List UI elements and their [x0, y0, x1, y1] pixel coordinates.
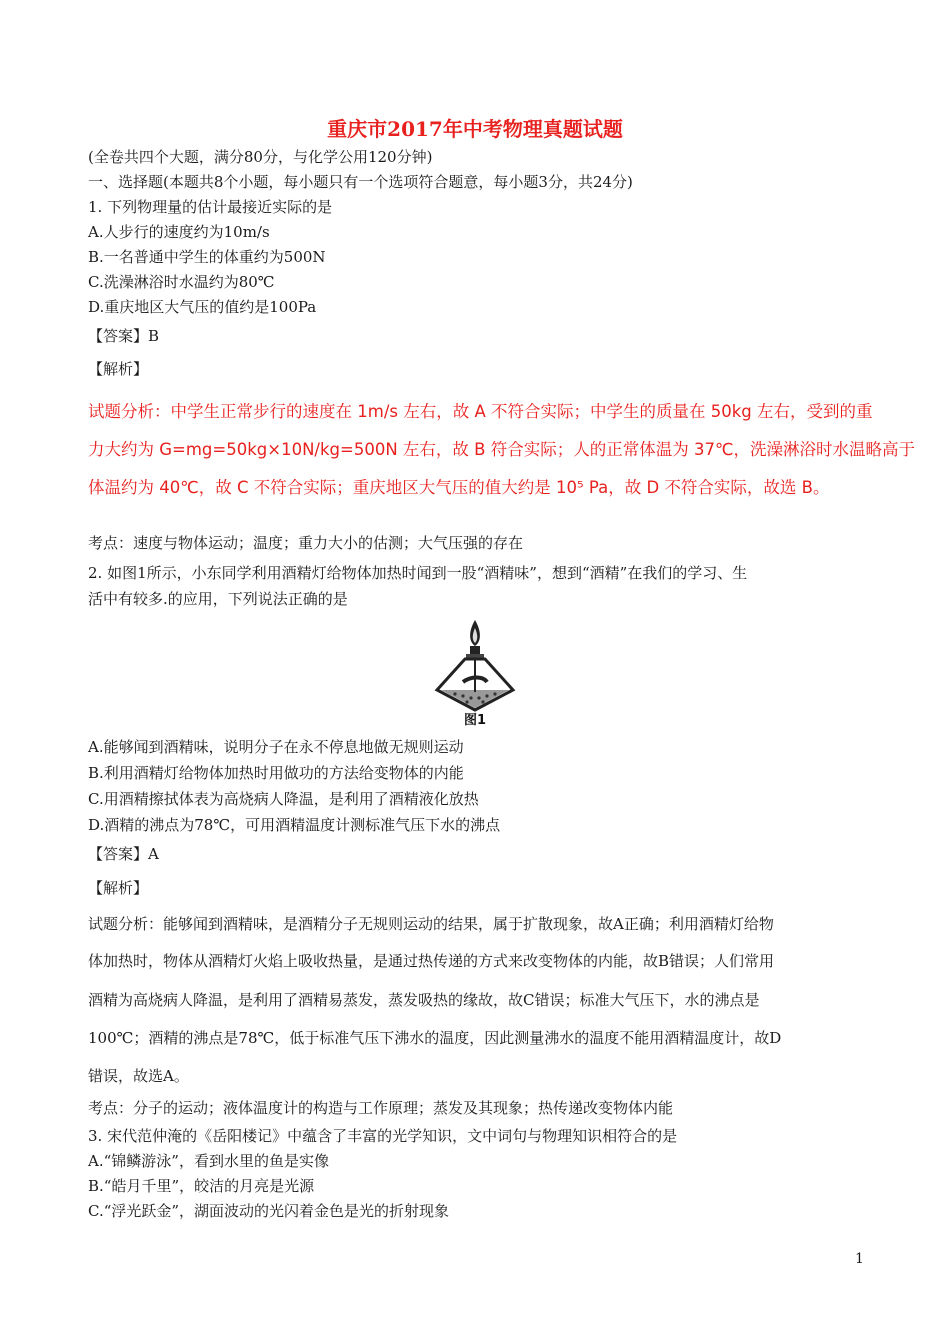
- figure-caption: 图1: [463, 713, 487, 728]
- q2-analysis-label: 【解析】: [88, 879, 149, 897]
- q1-option-c: C.洗澡淋浴时水温约为80℃: [88, 273, 275, 291]
- section-heading: 一、选择题(本题共8个小题，每小题只有一个选项符合题意，每小题3分，共24分): [88, 173, 633, 191]
- q1-analysis-label: 【解析】: [88, 360, 149, 378]
- exam-intro: (全卷共四个大题，满分80分，与化学公用120分钟): [88, 148, 433, 166]
- q1-analysis-line: 试题分析：中学生正常步行的速度在 1m/s 左右，故 A 不符合实际；中学生的质量在 50kg 左右，受到的重: [88, 402, 873, 421]
- q2-kaodian: 考点：分子的运动；液体温度计的构造与工作原理；蒸发及其现象；热传递改变物体内能: [88, 1099, 674, 1117]
- q2-option-c: C.用酒精擦拭体表为高烧病人降温，是利用了酒精液化放热: [88, 790, 479, 808]
- q3-option-c: C.“浮光跃金”，湖面波动的光闪着金色是光的折射现象: [88, 1202, 450, 1220]
- q1-option-b: B.一名普通中学生的体重约为500N: [88, 248, 326, 266]
- alcohol-lamp-icon: [425, 612, 525, 728]
- q1-kaodian: 考点：速度与物体运动；温度；重力大小的估测；大气压强的存在: [88, 534, 524, 552]
- q2-analysis-line: 100℃；酒精的沸点是78℃，低于标准气压下沸水的温度，因此测量沸水的温度不能用酒精温度计，故D: [88, 1029, 782, 1047]
- q3-stem: 3. 宋代范仲淹的《岳阳楼记》中蕴含了丰富的光学知识，文中词句与物理知识相符合的是: [88, 1127, 678, 1145]
- q1-stem: 1. 下列物理量的估计最接近实际的是: [88, 198, 333, 216]
- q1-option-d: D.重庆地区大气压的值约是100Pa: [88, 298, 317, 316]
- q1-option-a: A.人步行的速度约为10m/s: [88, 223, 270, 241]
- q2-analysis-line: 试题分析：能够闻到酒精味，是酒精分子无规则运动的结果，属于扩散现象，故A正确；利用酒精灯给物: [88, 915, 774, 933]
- q1-answer: 【答案】B: [88, 327, 160, 345]
- q2-stem-line: 活中有较多.的应用，下列说法正确的是: [88, 590, 348, 608]
- page-title: 重庆市2017年中考物理真题试题: [327, 117, 623, 141]
- q2-option-d: D.酒精的沸点为78℃，可用酒精温度计测标准气压下水的沸点: [88, 816, 501, 834]
- q2-option-b: B.利用酒精灯给物体加热时用做功的方法给变物体的内能: [88, 764, 464, 782]
- q2-analysis-line: 错误，故选A。: [88, 1067, 189, 1085]
- page-number: 1: [855, 1251, 864, 1267]
- q1-analysis-line: 体温约为 40℃，故 C 不符合实际；重庆地区大气压的值大约是 10⁵ Pa，故 D 不符合实际，故选 B。: [88, 478, 830, 497]
- q1-analysis-line: 力大约为 G=mg=50kg×10N/kg=500N 左右，故 B 符合实际；人的正常体温为 37℃，洗澡淋浴时水温略高于: [88, 440, 915, 459]
- q2-analysis-line: 体加热时，物体从酒精灯火焰上吸收热量，是通过热传递的方式来改变物体的内能，故B错误；人们常用: [88, 952, 775, 970]
- q3-option-a: A.“锦鳞游泳”，看到水里的鱼是实像: [88, 1152, 329, 1170]
- q2-option-a: A.能够闻到酒精味，说明分子在永不停息地做无规则运动: [88, 738, 464, 756]
- q2-analysis-line: 酒精为高烧病人降温，是利用了酒精易蒸发，蒸发吸热的缘故，故C错误；标准大气压下，水的沸点是: [88, 991, 760, 1009]
- q3-option-b: B.“皓月千里”，皎洁的月亮是光源: [88, 1177, 315, 1195]
- q2-answer: 【答案】A: [88, 845, 159, 863]
- alcohol-lamp-figure: [425, 612, 525, 728]
- q2-stem-line: 2. 如图1所示，小东同学利用酒精灯给物体加热时闻到一股“酒精味”，想到“酒精”在我们的学习、生: [88, 564, 748, 582]
